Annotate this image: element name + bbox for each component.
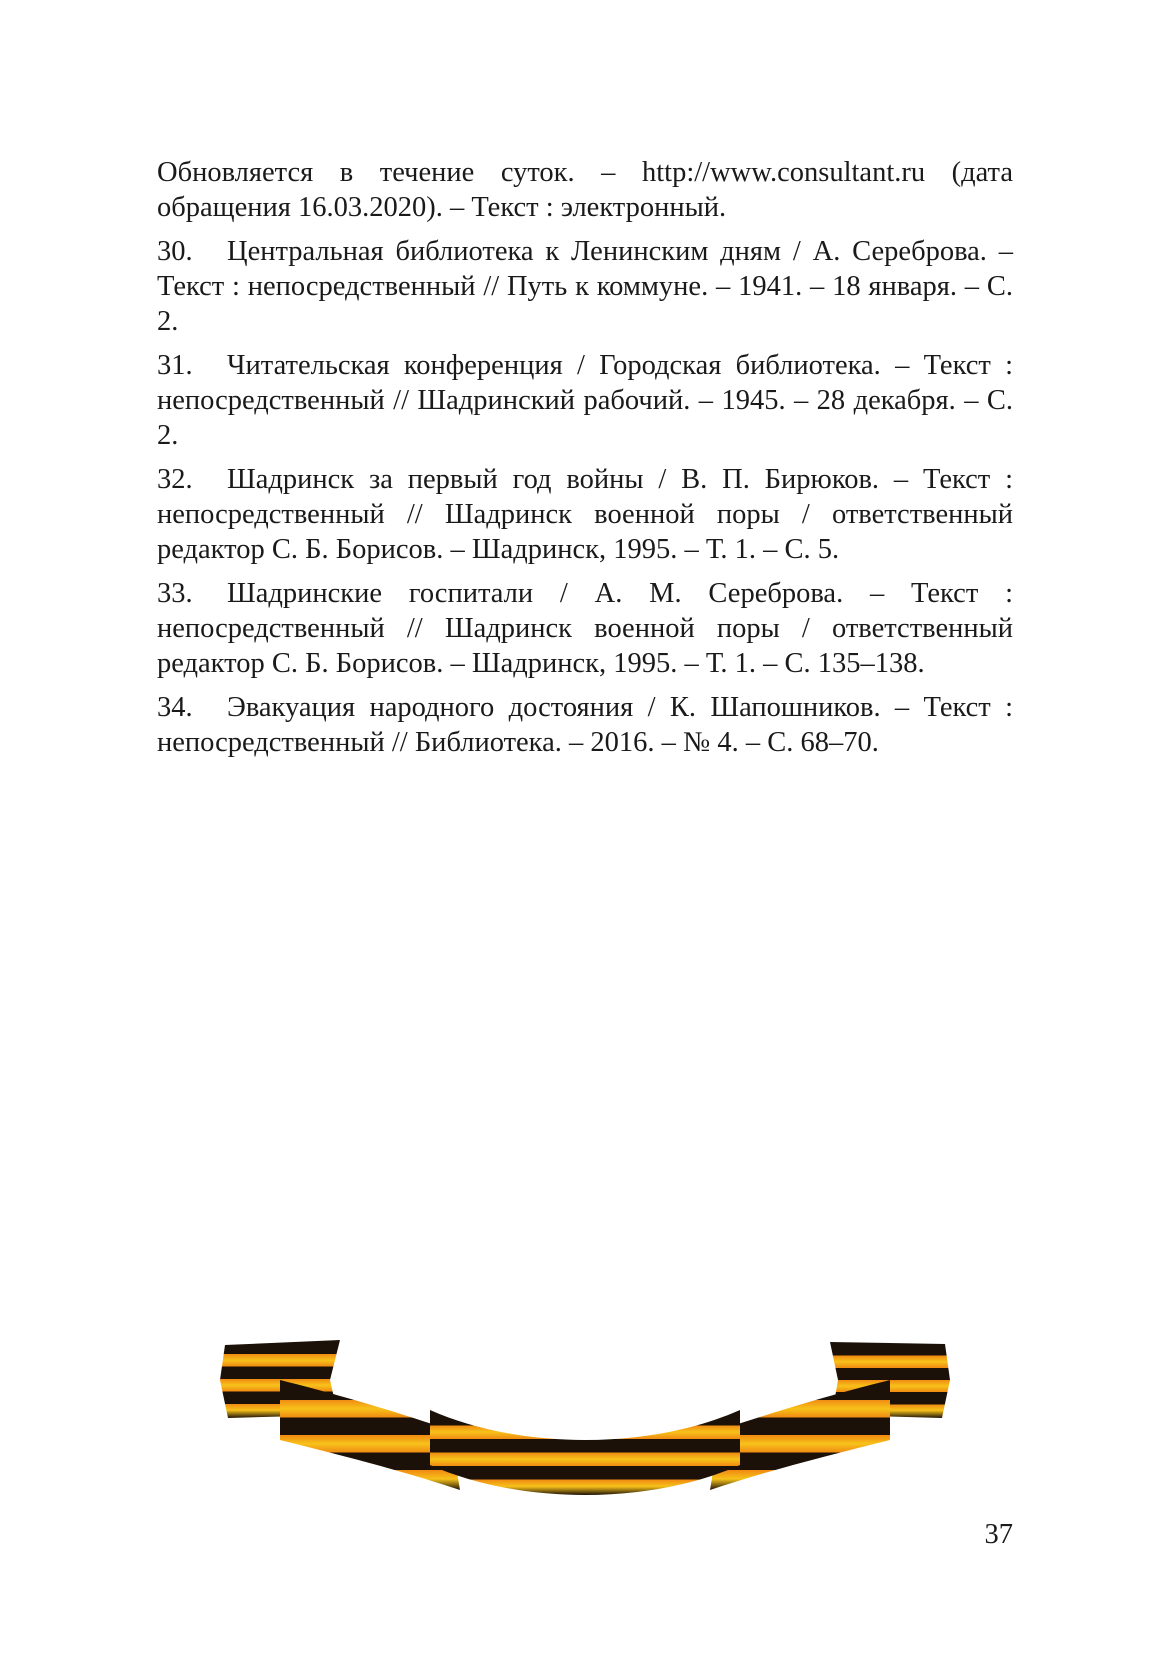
entry-number: 34.: [157, 692, 193, 723]
entry-number: 33.: [157, 578, 193, 609]
entry-text: Читательская конференция / Городская библиотека. – Текст : непосредственный // Шадринский рабочий. – 1945. – 28 декабря. – С. 2.: [157, 350, 1013, 451]
entry-text: Шадринские госпитали / А. М. Сереброва. – Текст : непосредственный // Шадринск военной поры / ответственный редактор С. Б. Борисов. – Шадринск, 1995. – Т. 1. – С. 135–138.: [157, 578, 1013, 679]
entry-number: 30.: [157, 236, 193, 267]
bibliography-entry-34: [157, 690, 1013, 760]
bibliography-list: [157, 155, 1013, 769]
entry-number: 32.: [157, 464, 193, 495]
bibliography-entry-31: [157, 348, 1013, 453]
page-number: 37: [984, 1519, 1013, 1550]
bibliography-entry-33: [157, 576, 1013, 681]
entry-number: 31.: [157, 350, 193, 381]
entry-text: Центральная библиотека к Ленинским дням / А. Сереброва. – Текст : непосредственный // Путь к коммуне. – 1941. – 18 января. – С. 2.: [157, 236, 1013, 337]
entry-text: Шадринск за первый год войны / В. П. Бирюков. – Текст : непосредственный // Шадринск военной поры / ответственный редактор С. Б. Борисов. – Шадринск, 1995. – Т. 1. – С. 5.: [157, 464, 1013, 565]
bibliography-continuation: Обновляется в течение суток. – http://www.consultant.ru (дата обращения 16.03.2020). – Текст : электронный.: [157, 157, 1013, 223]
bibliography-entry-30: [157, 234, 1013, 339]
st-george-ribbon-icon: [220, 1340, 950, 1500]
bibliography-entry-32: [157, 462, 1013, 567]
entry-text: Эвакуация народного достояния / К. Шапошников. – Текст : непосредственный // Библиотека. – 2016. – № 4. – С. 68–70.: [157, 692, 1013, 758]
